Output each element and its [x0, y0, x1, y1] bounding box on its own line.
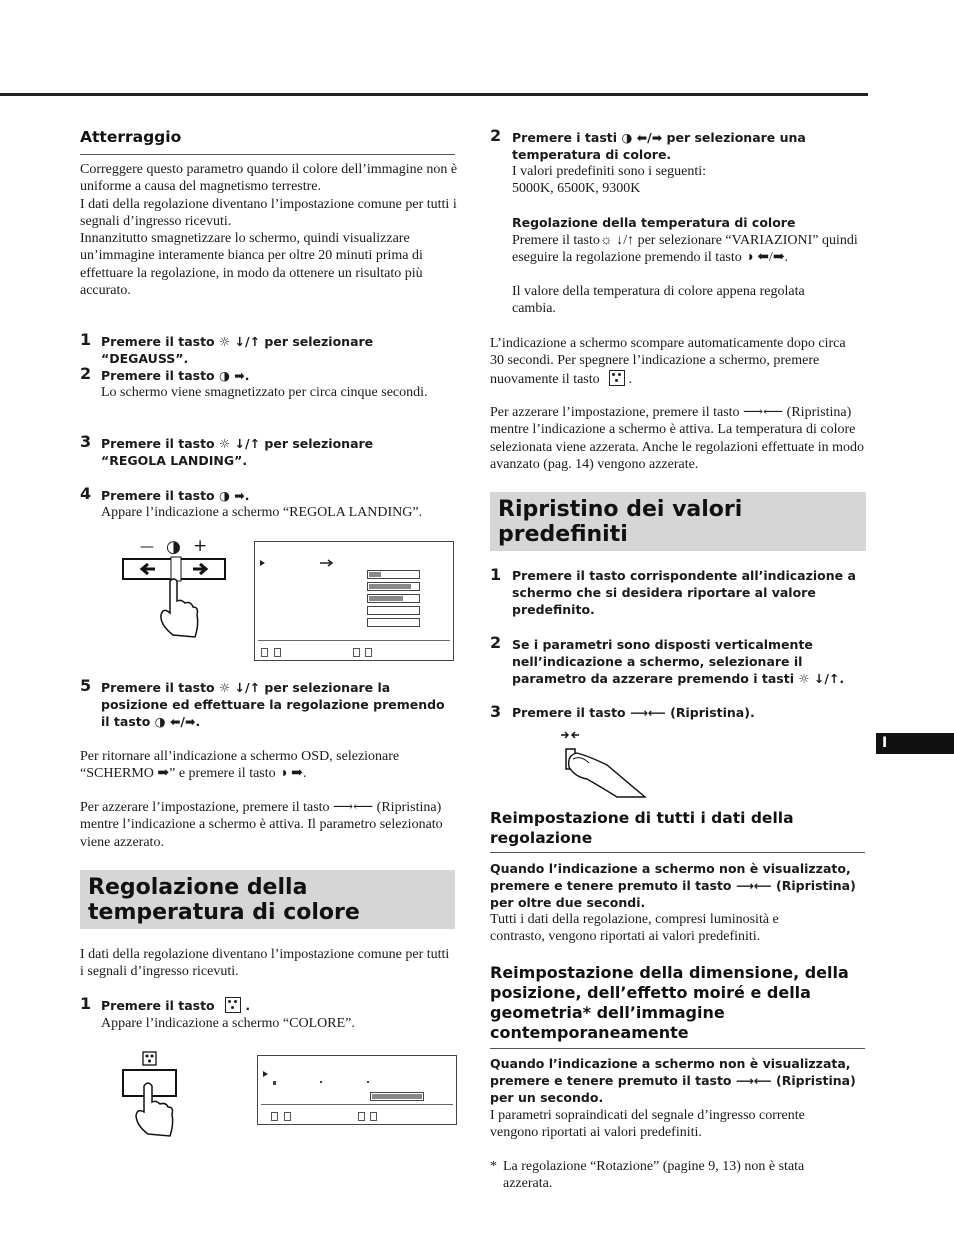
- paragraph: Il valore della temperatura di colore appena regolata cambia.: [512, 284, 805, 317]
- paragraph: Per azzerare l’impostazione, premere il tasto ⟶⟵ (Ripristina) mentre l’indicazione a schermo è attiva. Il parametro selezionato viene azzerato.: [80, 800, 443, 850]
- step-subtext: [512, 163, 852, 198]
- osd-small-icon: [365, 648, 372, 657]
- osd-bar: [367, 606, 420, 615]
- step-number: 4: [80, 484, 92, 503]
- subtext-line: I valori predefiniti sono i seguenti:: [512, 164, 707, 179]
- buttons-hand-drawing: [115, 555, 235, 645]
- paragraph: Correggere questo parametro quando il colore dell’immagine non è uniforme a causa del magnetismo terrestre.: [80, 162, 458, 195]
- osd-small-icon: [353, 648, 360, 657]
- top-rule: [0, 93, 868, 96]
- plus-label: +: [193, 536, 208, 556]
- osd-bar: [367, 582, 420, 591]
- paragraph: I parametri sopraindicati del segnale d’ingresso corrente vengono riportati ai valori predefiniti.: [490, 1108, 805, 1141]
- reset-button-hand-drawing: [557, 727, 652, 799]
- paragraph: I dati della regolazione diventano l’impostazione comune per tutti i segnali d’ingresso ricevuti.: [80, 196, 457, 229]
- step-text: Premere il tasto ⟶⟵ (Ripristina).: [512, 705, 755, 720]
- paragraph: Innanzitutto smagnetizzare lo schermo, quindi visualizzare un’immagine interamente bianca per oltre 20 minuti prima di effettuare la regolazione, in modo da ottenere un risultato più accurato.: [80, 231, 423, 299]
- step-subtext: Lo schermo viene smagnetizzato per circa cinque secondi.: [101, 385, 428, 400]
- step-number: 1: [490, 565, 502, 584]
- bold-paragraph: Quando l’indicazione a schermo non è visualizzata, premere e tenere premuto il tasto ⟶⟵ (Ripristina) per un secondo.: [490, 1056, 856, 1105]
- atterraggio-body: [80, 161, 458, 299]
- footnote-mark: *: [490, 1159, 497, 1174]
- heading-rule: [490, 852, 865, 853]
- osd-small-icon: [271, 1112, 278, 1121]
- paragraph: Per ritornare all’indicazione a schermo OSD, selezionare “SCHERMO ➡” e premere il tasto ◑ ➡.: [80, 749, 400, 782]
- osd-small-icon: [284, 1112, 291, 1121]
- osd-divider: [258, 640, 450, 641]
- contrast-icon: ◑: [166, 537, 181, 557]
- step-text: Premere il tasto .: [101, 998, 251, 1013]
- step-text: Premere il tasto ☼ ↓/↑ per selezionare “REGOLA LANDING”.: [101, 436, 374, 468]
- step-text: Premere il tasto ◑ ➡.: [101, 488, 250, 503]
- step-text-label: Premere il tasto: [101, 998, 215, 1013]
- paragraph: Per azzerare l’impostazione, premere il tasto ⟶⟵ (Ripristina) mentre l’indicazione a schermo è attiva. La temperatura di colore selezionata viene azzerata. Anche le regolazioni effettuate in modo avanzato (pag. 14) vengono azzerate.: [490, 405, 865, 472]
- heading-rule: [80, 154, 455, 155]
- step-text: Premere il tasto corrispondente all’indicazione a schermo che si desidera riportare al valore predefinito.: [512, 568, 856, 617]
- step-text: Premere il tasto ☼ ↓/↑ per selezionare la posizione ed effettuare la regolazione premendo il tasto ◑ ⬅/➡.: [101, 680, 445, 729]
- heading-reimpostazione-tutti: Reimpostazione di tutti i dati della regolazione: [490, 809, 794, 847]
- step-number: 2: [80, 364, 92, 383]
- step-number: 5: [80, 676, 92, 695]
- color-preset-icon: [225, 997, 241, 1013]
- section-title-temperatura: Regolazione della temperatura di colore: [80, 870, 455, 929]
- paragraph: L’indicazione a schermo scompare automaticamente dopo circa 30 secondi. Per spegnere l’indicazione a schermo, premere nuovamente il tasto .: [490, 336, 846, 387]
- step-number: 1: [80, 994, 92, 1013]
- step-number: 2: [490, 633, 502, 652]
- osd-landing-illustration: [254, 541, 454, 661]
- heading-atterraggio: Atterraggio: [80, 128, 182, 146]
- osd-bar: [367, 618, 420, 627]
- heading-reimpostazione-dimensione: Reimpostazione della dimensione, della posizione, dell’effetto moiré e della geometria* dell’immagine contemporaneamente: [490, 963, 849, 1042]
- language-tab: I: [876, 733, 954, 754]
- subheading: Regolazione della temperatura di colore: [512, 215, 796, 230]
- osd-divider: [261, 1104, 453, 1105]
- step-number: 3: [490, 702, 502, 721]
- step-subtext: Appare l’indicazione a schermo “COLORE”.: [101, 1016, 355, 1031]
- osd-small-icon: [261, 648, 268, 657]
- color-button-hand-drawing: [118, 1050, 184, 1138]
- contrast-buttons-illustration: [115, 537, 235, 642]
- step-text: Premere i tasti ◑ ⬅/➡ per selezionare una temperatura di colore.: [512, 130, 806, 162]
- osd-bar: [367, 570, 420, 579]
- section-title-ripristino: Ripristino dei valori predefiniti: [490, 492, 866, 551]
- color-preset-icon: [609, 370, 625, 386]
- osd-bar: [370, 1092, 424, 1101]
- osd-small-icon: [370, 1112, 377, 1121]
- step-text: Se i parametri sono disposti verticalmente nell’indicazione a schermo, selezionare il parametro da azzerare premendo i tasti ☼ ↓/↑.: [512, 637, 845, 686]
- paragraph: Premere il tasto☼ ↓/↑ per selezionare “VARIAZIONI” quindi eseguire la regolazione premendo il tasto ◑ ⬅/➡.: [512, 233, 858, 266]
- step-number: 1: [80, 330, 92, 349]
- step-number: 2: [490, 126, 502, 145]
- minus-label: —: [140, 539, 154, 555]
- step-text: Premere il tasto ◑ ➡.: [101, 368, 250, 383]
- footnote: La regolazione “Rotazione” (pagine 9, 13) non è stata azzerata.: [503, 1159, 805, 1192]
- osd-small-icon: [358, 1112, 365, 1121]
- subtext-line: 5000K, 6500K, 9300K: [512, 181, 641, 197]
- heading-rule: [490, 1048, 865, 1049]
- osd-bar: [367, 594, 420, 603]
- paragraph: I dati della regolazione diventano l’impostazione comune per tutti i segnali d’ingresso ricevuti.: [80, 947, 450, 980]
- step-number: 3: [80, 432, 92, 451]
- osd-pointer-icon: [260, 558, 340, 570]
- osd-colore-illustration: [257, 1055, 457, 1125]
- step-subtext: Appare l’indicazione a schermo “REGOLA LANDING”.: [101, 505, 423, 520]
- paragraph: Tutti i dati della regolazione, compresi luminosità e contrasto, vengono riportati ai valori predefiniti.: [490, 912, 779, 945]
- bold-paragraph: Quando l’indicazione a schermo non è visualizzato, premere e tenere premuto il tasto ⟶⟵ (Ripristina) per oltre due secondi.: [490, 861, 856, 910]
- osd-small-icon: [274, 648, 281, 657]
- step-text: Premere il tasto ☼ ↓/↑ per selezionare “DEGAUSS”.: [101, 334, 374, 366]
- osd-marks: [263, 1069, 383, 1089]
- paragraph-text: L’indicazione a schermo scompare automaticamente dopo circa 30 secondi. Per spegnere l’indicazione a schermo, premere nuovamente il tasto: [490, 336, 846, 387]
